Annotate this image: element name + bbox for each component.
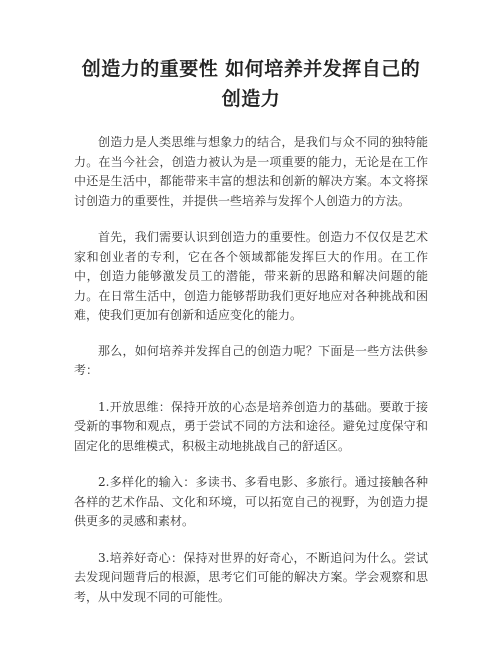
paragraph-methods-lead: 那么，如何培养并发挥自己的创造力呢？下面是一些方法供参考： [74,343,428,377]
paragraph-intro: 创造力是人类思维与想象力的结合，是我们与众不同的独特能力。在当今社会，创造力被认为是一项重要的能力，无论是在工作中还是生活中，都能带来丰富的想法和创新的解决方案。本文将探讨创造力的重要性，并提供一些培养与发挥个人创造力的方法。 [74,135,428,208]
paragraph-method-curiosity: 3.培养好奇心：保持对世界的好奇心，不断追问为什么。尝试去发现问题背后的根源，思考它们可能的解决方案。学会观察和思考，从中发现不同的可能性。 [74,550,428,604]
paragraph-method-diverse-input: 2.多样化的输入：多读书、多看电影、多旅行。通过接触各种各样的艺术作品、文化和环境，可以拓宽自己的视野，为创造力提供更多的灵感和素材。 [74,475,428,528]
paragraph-importance: 首先，我们需要认识到创造力的重要性。创造力不仅仅是艺术家和创业者的专利，它在各个领域都能发挥巨大的作用。在工作中，创造力能够激发员工的潜能，带来新的思路和解决问题的能力。在日常生活中，创造力能够帮助我们更好地应对各种挑战和困难，使我们更加有创新和适应变化的能力。 [74,230,428,322]
paragraph-method-open-mind: 1.开放思维：保持开放的心态是培养创造力的基础。要敢于接受新的事物和观点，勇于尝试不同的方法和途径。避免过度保守和固定化的思维模式，积极主动地挑战自己的舒适区。 [74,399,428,453]
document-title: 创造力的重要性 如何培养并发挥自己的创造力 [81,58,421,110]
